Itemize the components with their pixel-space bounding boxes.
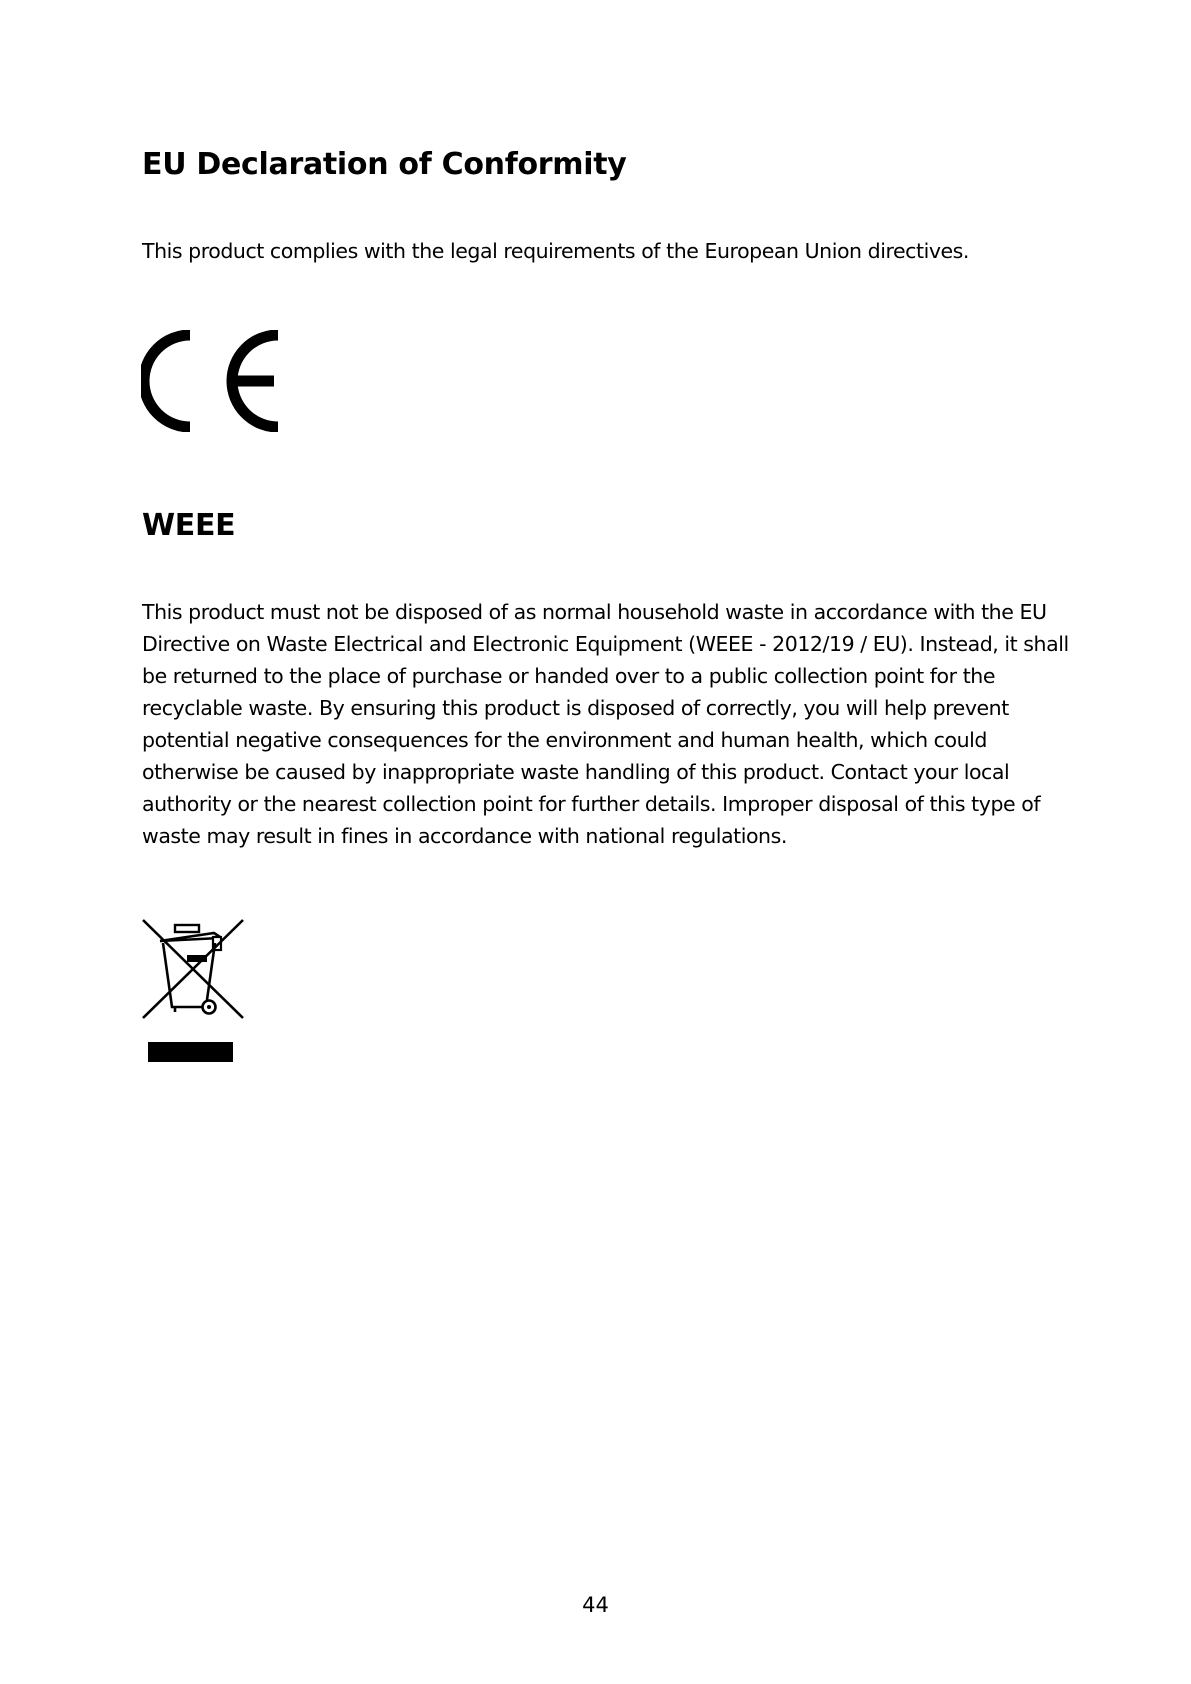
eu-declaration-heading: EU Declaration of Conformity: [142, 147, 627, 182]
weee-text-line: potential negative consequences for the environment and human health, which could: [142, 728, 987, 752]
ce-mark-icon: [141, 330, 281, 432]
weee-text-line: be returned to the place of purchase or handed over to a public collection point for the: [142, 664, 995, 688]
eu-declaration-text: This product complies with the legal requirements of the European Union directives.: [142, 239, 969, 263]
page-number: 44: [582, 1593, 609, 1617]
crossed-out-wheelie-bin-icon: [140, 915, 246, 1063]
weee-text-line: Directive on Waste Electrical and Electronic Equipment (WEEE - 2012/19 / EU). Instead, it shall: [142, 632, 1069, 656]
weee-text: [142, 596, 1069, 852]
weee-heading: WEEE: [142, 508, 236, 543]
weee-text-line: This product must not be disposed of as normal household waste in accordance with the EU: [142, 600, 1047, 624]
weee-text-line: otherwise be caused by inappropriate waste handling of this product. Contact your local: [142, 760, 1010, 784]
weee-text-line: recyclable waste. By ensuring this product is disposed of correctly, you will help prevent: [142, 696, 1009, 720]
weee-text-line: waste may result in fines in accordance with national regulations.: [142, 824, 787, 848]
weee-text-line: authority or the nearest collection point for further details. Improper disposal of this type of: [142, 792, 1041, 816]
